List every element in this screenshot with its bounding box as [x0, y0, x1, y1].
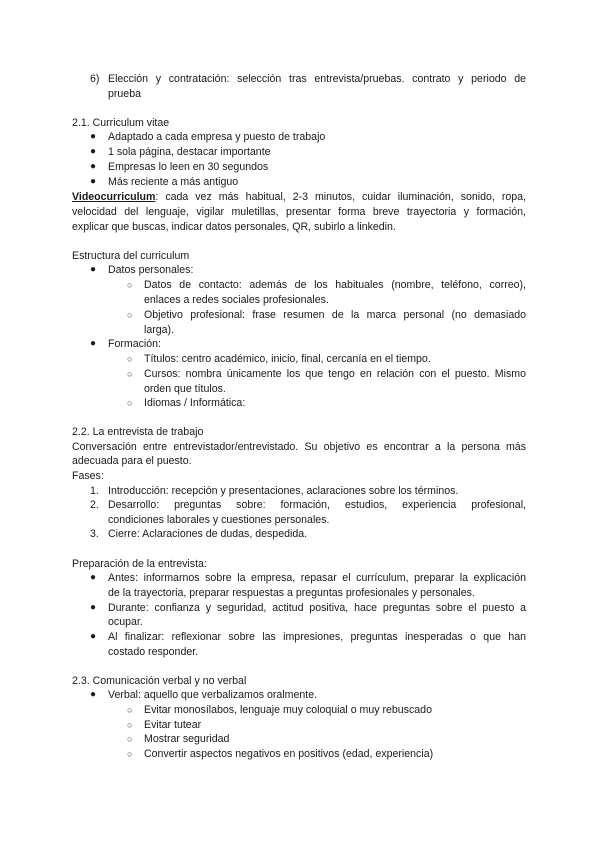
list-item-cont: costado responder.: [108, 646, 199, 658]
sub-item: Objetivo profesional: frase resumen de la marca personal (no demasiado: [144, 309, 526, 321]
bullet: ●: [90, 572, 97, 583]
list-item: Introducción: recepción y presentaciones, aclaraciones sobre los términos.: [108, 485, 459, 497]
section-heading: 2.1. Curriculum vitae: [72, 117, 170, 129]
list-item: Formación:: [108, 338, 161, 350]
list-item: Verbal: aquello que verbalizamos oralmente.: [108, 689, 318, 701]
item-6-line2: prueba: [108, 88, 141, 100]
paragraph-line: adecuada para el puesto.: [72, 455, 192, 467]
list-item: Datos personales:: [108, 264, 194, 276]
sub-bullet: ○: [127, 369, 133, 379]
list-item: Empresas lo leen en 30 segundos: [108, 161, 269, 173]
subheading: Estructura del curriculum: [72, 250, 190, 262]
sub-bullet: ○: [127, 749, 133, 759]
bullet: ●: [90, 264, 97, 275]
sub-item: Cursos: nombra únicamente los que tengo en relación con el puesto. Mismo: [144, 368, 526, 380]
paragraph-line: explicar que buscas, indicar datos personales, QR, subirlo a linkedin.: [72, 221, 396, 233]
list-item-cont: condiciones laborales y cuestiones personales.: [108, 514, 330, 526]
sub-item: Idiomas / Informática:: [144, 397, 246, 409]
sub-bullet: ○: [127, 705, 133, 715]
phases-label: Fases:: [72, 470, 104, 482]
item-6-line1: Elección y contratación: selección tras entrevista/pruebas. contrato y periodo de: [108, 73, 526, 85]
sub-bullet: ○: [127, 280, 133, 290]
list-item: Al finalizar: reflexionar sobre las impresiones, preguntas inesperadas o que han: [108, 631, 526, 643]
list-number: 6): [90, 73, 100, 85]
list-item: Desarrollo: preguntas sobre: formación, estudios, experiencia profesional,: [108, 499, 526, 511]
list-item-cont: de la trayectoria, preparar respuestas a preguntas profesionales y personales.: [108, 587, 475, 599]
sub-bullet: ○: [127, 734, 133, 744]
list-item: Más reciente a más antiguo: [108, 176, 239, 188]
sub-bullet: ○: [127, 354, 133, 364]
list-item: Adaptado a cada empresa y puesto de trabajo: [108, 131, 326, 143]
list-item: 1 sola página, destacar importante: [108, 146, 271, 158]
bullet: ●: [90, 602, 97, 613]
videocurriculum-paragraph: Videocurriculum: cada vez más habitual, 2-3 minutos, cuidar iluminación, sonido, ropa,: [72, 191, 526, 203]
sub-bullet: ○: [127, 310, 133, 320]
sub-item: Evitar tutear: [144, 719, 202, 731]
sub-item: Títulos: centro académico, inicio, final, cercanía en el tiempo.: [144, 353, 431, 365]
sub-bullet: ○: [127, 720, 133, 730]
sub-item: Evitar monosílabos, lenguaje muy coloquial o muy rebuscado: [144, 704, 432, 716]
bullet: ●: [90, 176, 97, 187]
sub-item: Mostrar seguridad: [144, 733, 230, 745]
bullet: ●: [90, 631, 97, 642]
sub-item: Convertir aspectos negativos en positivos (edad, experiencia): [144, 748, 434, 760]
sub-item-cont: enlaces a redes sociales profesionales.: [144, 294, 329, 306]
bullet: ●: [90, 131, 97, 142]
sub-bullet: ○: [127, 398, 133, 408]
paragraph-line: velocidad del lenguaje, vigilar muletillas, presentar forma breve trayectoria y formación,: [72, 206, 526, 218]
list-number: 3.: [90, 528, 99, 540]
bullet: ●: [90, 338, 97, 349]
list-item: Cierre: Aclaraciones de dudas, despedida.: [108, 528, 308, 540]
paragraph-line: Conversación entre entrevistador/entrevistado. Su objetivo es encontrar a la persona más: [72, 441, 526, 453]
list-number: 1.: [90, 485, 99, 497]
sub-item-cont: larga).: [144, 324, 175, 336]
section-heading: 2.2. La entrevista de trabajo: [72, 426, 204, 438]
list-item-cont: ocupar.: [108, 616, 143, 628]
list-item: Durante: confianza y seguridad, actitud positiva, hace preguntas sobre el puesto a: [108, 602, 526, 614]
bullet: ●: [90, 689, 97, 700]
bullet: ●: [90, 161, 97, 172]
list-item: Antes: informarnos sobre la empresa, repasar el currículum, preparar la explicación: [108, 572, 526, 584]
bullet: ●: [90, 146, 97, 157]
sub-item: Datos de contacto: además de los habituales (nombre, teléfono, correo),: [144, 279, 526, 291]
list-number: 2.: [90, 499, 99, 511]
section-heading: 2.3. Comunicación verbal y no verbal: [72, 675, 247, 687]
sub-item-cont: orden que títulos.: [144, 383, 226, 395]
videocurriculum-term: Videocurriculum: [72, 191, 156, 203]
subheading: Preparación de la entrevista:: [72, 558, 207, 570]
